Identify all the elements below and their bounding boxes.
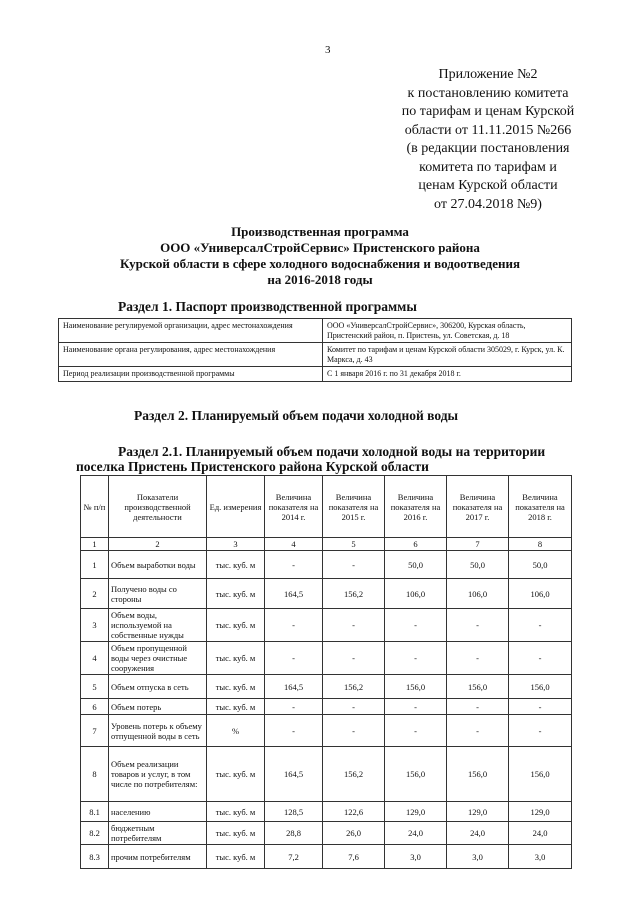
passport-table (58, 318, 572, 382)
indicator-name: Объем пропущенной воды через очистные сооружения (109, 642, 207, 675)
value-2018: 24,0 (509, 822, 572, 845)
column-number-row (81, 538, 572, 551)
indicator-name: Объем воды, используемой на собственные нужды (109, 609, 207, 642)
indicator-name: Уровень потерь к объему отпущенной воды в сеть (109, 715, 207, 747)
title-line: ООО «УниверсалСтройСервис» Пристенского района (160, 240, 480, 255)
appendix-line: от 27.04.2018 №9) (434, 196, 542, 212)
value-2015: - (323, 715, 385, 747)
column-number: 8 (509, 538, 572, 551)
unit: тыс. куб. м (207, 642, 265, 675)
row-number: 8 (81, 747, 109, 802)
value-2018: - (509, 642, 572, 675)
table-row (81, 715, 572, 747)
value-2015: 7,6 (323, 845, 385, 869)
appendix-line: области от 11.11.2015 №266 (404, 122, 572, 138)
table-row (81, 802, 572, 822)
value-2014: - (265, 715, 323, 747)
appendix-line: по тарифам и ценам Курской (401, 104, 575, 119)
table-row (59, 319, 572, 343)
value-2016: 156,0 (385, 675, 447, 699)
value-2017: 156,0 (447, 675, 509, 699)
appendix-line: к постановлению комитета (407, 85, 569, 101)
row-number: 4 (81, 642, 109, 675)
value-2017: - (447, 699, 509, 715)
unit: тыс. куб. м (207, 845, 265, 869)
value-2014: - (265, 699, 323, 715)
value-2016: - (385, 699, 447, 715)
value-2016: - (385, 715, 447, 747)
appendix-line: комитета по тарифам и (419, 159, 557, 175)
passport-value: ООО «УниверсалСтройСервис», 306200, Курская область, Пристенский район, п. Пристень, ул. Советская, д. 18 (323, 319, 572, 343)
row-number: 1 (81, 551, 109, 579)
column-header: Величина показателя на 2016 г. (385, 476, 447, 538)
column-number: 5 (323, 538, 385, 551)
value-2014: - (265, 642, 323, 675)
table-row (81, 822, 572, 845)
row-number: 2 (81, 579, 109, 609)
unit: тыс. куб. м (207, 609, 265, 642)
column-header: Величина показателя на 2017 г. (447, 476, 509, 538)
unit: тыс. куб. м (207, 579, 265, 609)
value-2017: 129,0 (447, 802, 509, 822)
column-number: 2 (109, 538, 207, 551)
row-number: 8.2 (81, 822, 109, 845)
value-2014: 164,5 (265, 747, 323, 802)
value-2016: 24,0 (385, 822, 447, 845)
appendix-line: (в редакции постановления (406, 141, 570, 156)
value-2017: - (447, 642, 509, 675)
value-2015: 156,2 (323, 579, 385, 609)
value-2015: 156,2 (323, 675, 385, 699)
table-header-row (81, 476, 572, 538)
value-2017: 50,0 (447, 551, 509, 579)
value-2014: - (265, 551, 323, 579)
value-2018: - (509, 715, 572, 747)
value-2014: 7,2 (265, 845, 323, 869)
value-2017: 3,0 (447, 845, 509, 869)
value-2015: - (323, 609, 385, 642)
value-2016: 106,0 (385, 579, 447, 609)
unit: тыс. куб. м (207, 802, 265, 822)
indicator-name: прочим потребителям (109, 845, 207, 869)
table-row (59, 343, 572, 367)
table-row (81, 747, 572, 802)
value-2018: 156,0 (509, 675, 572, 699)
row-number: 3 (81, 609, 109, 642)
value-2014: 164,5 (265, 579, 323, 609)
section21-heading-line1: Раздел 2.1. Планируемый объем подачи холодной воды на территории (118, 444, 546, 459)
value-2014: 164,5 (265, 675, 323, 699)
indicator-name: Получено воды со стороны (109, 579, 207, 609)
value-2016: 129,0 (385, 802, 447, 822)
value-2017: 156,0 (447, 747, 509, 802)
table-row (81, 675, 572, 699)
unit: тыс. куб. м (207, 822, 265, 845)
section1-heading: Раздел 1. Паспорт производственной программы (118, 299, 417, 314)
title-line: Курской области в сфере холодного водоснабжения и водоотведения (120, 256, 520, 271)
value-2018: 156,0 (509, 747, 572, 802)
value-2015: - (323, 699, 385, 715)
unit: % (207, 715, 265, 747)
title-line: Производственная программа (231, 224, 409, 239)
document-title (70, 224, 570, 288)
value-2016: - (385, 642, 447, 675)
column-header: Величина показателя на 2018 г. (509, 476, 572, 538)
row-number: 8.1 (81, 802, 109, 822)
row-number: 5 (81, 675, 109, 699)
unit: тыс. куб. м (207, 699, 265, 715)
column-header: Показатели производственной деятельности (109, 476, 207, 538)
table-row (59, 367, 572, 382)
value-2017: - (447, 609, 509, 642)
passport-value: Комитет по тарифам и ценам Курской области 305029, г. Курск, ул. К. Маркса, д. 43 (323, 343, 572, 367)
indicator-name: Объем выработки воды (109, 551, 207, 579)
value-2018: - (509, 699, 572, 715)
value-2015: 26,0 (323, 822, 385, 845)
value-2015: 156,2 (323, 747, 385, 802)
column-header: № п/п (81, 476, 109, 538)
column-number: 7 (447, 538, 509, 551)
value-2015: - (323, 642, 385, 675)
unit: тыс. куб. м (207, 747, 265, 802)
section2-heading: Раздел 2. Планируемый объем подачи холодной воды (134, 408, 459, 423)
value-2018: 106,0 (509, 579, 572, 609)
value-2018: 129,0 (509, 802, 572, 822)
unit: тыс. куб. м (207, 675, 265, 699)
passport-label: Период реализации производственной программы (59, 367, 323, 382)
section21-heading-line2: поселка Пристень Пристенского района Курской области (76, 459, 429, 474)
column-number: 4 (265, 538, 323, 551)
table-row (81, 642, 572, 675)
table-row (81, 845, 572, 869)
column-number: 6 (385, 538, 447, 551)
passport-label: Наименование органа регулирования, адрес местонахождения (59, 343, 323, 367)
column-header: Величина показателя на 2014 г. (265, 476, 323, 538)
row-number: 7 (81, 715, 109, 747)
indicator-name: населению (109, 802, 207, 822)
title-line: на 2016-2018 годы (267, 272, 373, 287)
appendix-note (378, 66, 598, 214)
column-number: 3 (207, 538, 265, 551)
value-2018: - (509, 609, 572, 642)
value-2017: 24,0 (447, 822, 509, 845)
indicator-name: Объем отпуска в сеть (109, 675, 207, 699)
row-number: 6 (81, 699, 109, 715)
column-number: 1 (81, 538, 109, 551)
appendix-line: Приложение №2 (438, 67, 538, 82)
value-2016: 3,0 (385, 845, 447, 869)
value-2016: - (385, 609, 447, 642)
value-2016: 156,0 (385, 747, 447, 802)
value-2015: 122,6 (323, 802, 385, 822)
value-2017: 106,0 (447, 579, 509, 609)
value-2014: 28,8 (265, 822, 323, 845)
appendix-line: ценам Курской области (418, 178, 558, 193)
column-header: Ед. измерения (207, 476, 265, 538)
row-number: 8.3 (81, 845, 109, 869)
passport-label: Наименование регулируемой организации, адрес местонахождения (59, 319, 323, 343)
value-2014: 128,5 (265, 802, 323, 822)
value-2016: 50,0 (385, 551, 447, 579)
column-header: Величина показателя на 2015 г. (323, 476, 385, 538)
table-row (81, 551, 572, 579)
unit: тыс. куб. м (207, 551, 265, 579)
value-2017: - (447, 715, 509, 747)
table-row (81, 609, 572, 642)
water-volume-table (80, 475, 572, 869)
indicator-name: бюджетным потребителям (109, 822, 207, 845)
table-row (81, 579, 572, 609)
value-2014: - (265, 609, 323, 642)
page-number: 3 (325, 44, 331, 56)
indicator-name: Объем потерь (109, 699, 207, 715)
passport-value: С 1 января 2016 г. по 31 декабря 2018 г. (323, 367, 572, 382)
table-row (81, 699, 572, 715)
value-2018: 50,0 (509, 551, 572, 579)
value-2018: 3,0 (509, 845, 572, 869)
indicator-name: Объем реализации товаров и услуг, в том числе по потребителям: (109, 747, 207, 802)
value-2015: - (323, 551, 385, 579)
